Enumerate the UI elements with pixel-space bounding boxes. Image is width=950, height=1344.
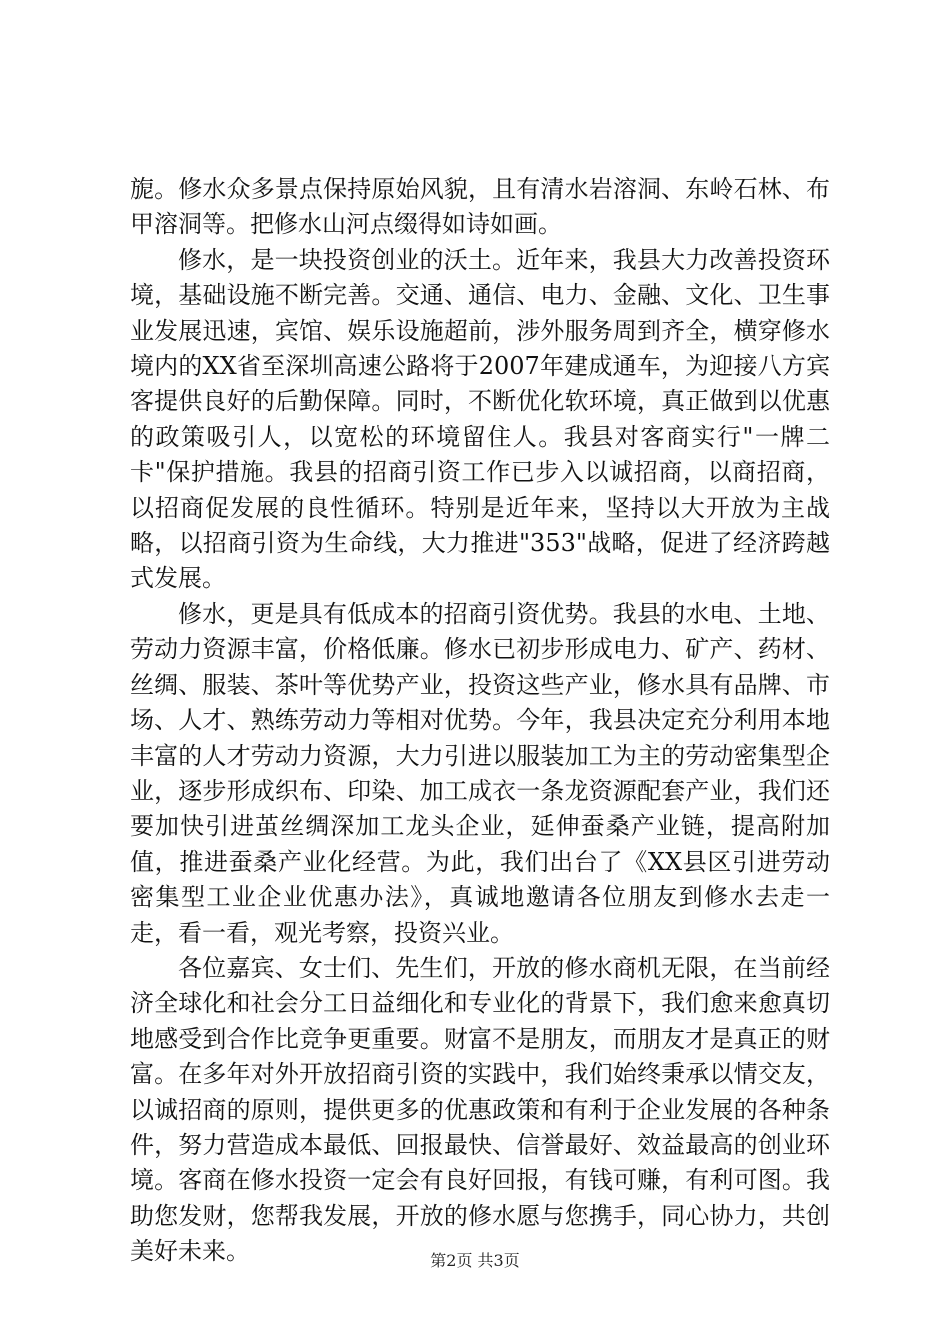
document-body [130, 172, 830, 1270]
paragraph-4: 各位嘉宾、女士们、先生们，开放的修水商机无限，在当前经济全球化和社会分工日益细化和专业化的背景下，我们愈来愈真切地感受到合作比竞争更重要。财富不是朋友，而朋友才是真正的财富。在多年对外开放招商引资的实践中，我们始终秉承以情交友，以诚招商的原则，提供更多的优惠政策和有利于企业发展的各种条件，努力营造成本最低、回报最快、信誉最好、效益最高的创业环境。客商在修水投资一定会有良好回报，有钱可赚，有利可图。我助您发财，您帮我发展，开放的修水愿与您携手，同心协力，共创美好未来。 [130, 953, 830, 1266]
page-footer [0, 1248, 950, 1271]
paragraph-2: 修水，是一块投资创业的沃土。近年来，我县大力改善投资环境，基础设施不断完善。交通、通信、电力、金融、文化、卫生事业发展迅速，宾馆、娱乐设施超前，涉外服务周到齐全，横穿修水境内的XX省至深圳高速公路将于2007年建成通车，为迎接八方宾客提供良好的后勤保障。同时，不断优化软环境，真正做到以优惠的政策吸引人，以宽松的环境留住人。我县对客商实行"一牌二卡"保护措施。我县的招商引资工作已步入以诚招商，以商招商，以招商促发展的良性循环。特别是近年来，坚持以大开放为主战略，以招商引资为生命线，大力推进"353"战略，促进了经济跨越式发展。 [130, 245, 830, 593]
page-number-indicator: 第2页 共3页 [430, 1251, 520, 1270]
paragraph-1: 旎。修水众多景点保持原始风貌，且有清水岩溶洞、东岭石林、布甲溶洞等。把修水山河点缀得如诗如画。 [130, 175, 830, 239]
paragraph-3: 修水，更是具有低成本的招商引资优势。我县的水电、土地、劳动力资源丰富，价格低廉。修水已初步形成电力、矿产、药材、丝绸、服装、茶叶等优势产业，投资这些产业，修水具有品牌、市场、人才、熟练劳动力等相对优势。今年，我县决定充分利用本地丰富的人才劳动力资源，大力引进以服装加工为主的劳动密集型企业，逐步形成织布、印染、加工成衣一条龙资源配套产业，我们还要加快引进茧丝绸深加工龙头企业，延伸蚕桑产业链，提高附加值，推进蚕桑产业化经营。为此，我们出台了《XX县区引进劳动密集型工业企业优惠办法》，真诚地邀请各位朋友到修水去走一走，看一看，观光考察，投资兴业。 [130, 599, 830, 947]
